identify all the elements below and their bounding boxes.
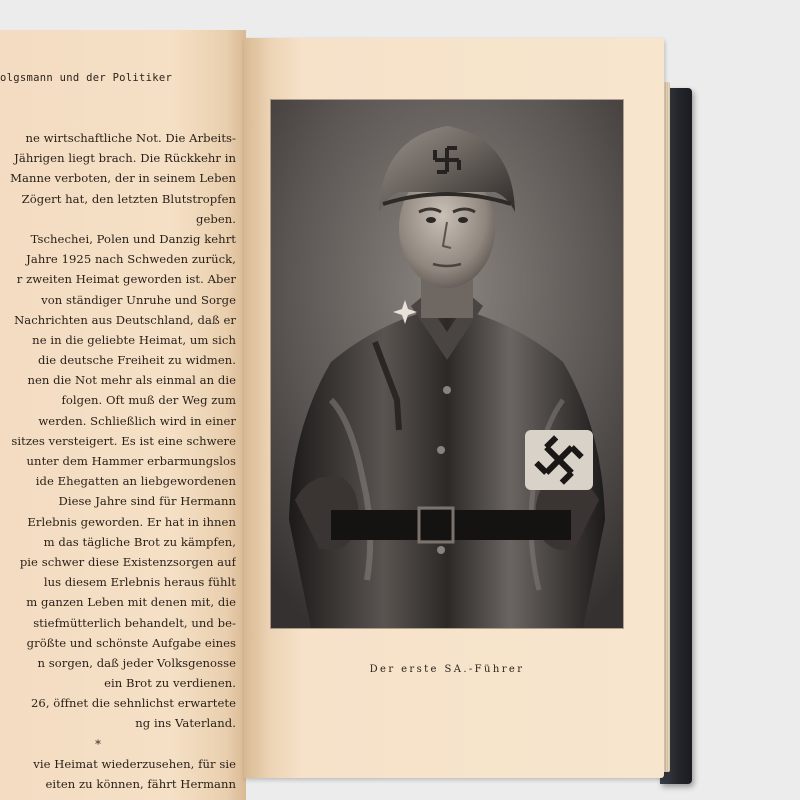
text-line: von ständiger Unruhe und Sorge	[41, 292, 236, 307]
text-line: unter dem Hammer erbarmungslos	[26, 454, 236, 468]
text-line: stiefmütterlich behandelt, und be-	[33, 615, 236, 630]
text-line: m ganzen Leben mit denen mit, die	[26, 595, 236, 610]
text-line: werden. Schließlich wird in einer	[38, 413, 236, 428]
photo-caption: Der erste SA.-Führer	[369, 664, 525, 675]
text-line: pie schwer diese Existenzsorgen auf	[19, 554, 236, 569]
text-line: sitzes versteigert. Es ist eine schwere	[11, 433, 236, 448]
text-line: Tschechei, Polen und Danzig kehrt	[30, 231, 236, 246]
text-line: Jahre 1925 nach Schweden zurück,	[26, 252, 236, 267]
text-line: nen die Not mehr als einmal an die	[27, 373, 236, 388]
text-line: eiten zu können, fährt Hermann	[45, 777, 236, 791]
text-line: Diese Jahre sind für Hermann	[58, 494, 236, 509]
text-line: Erlebnis geworden. Er hat in ihnen	[27, 514, 236, 529]
text-line: Nachrichten aus Deutschland, daß er	[14, 312, 236, 327]
text-line: *	[95, 736, 101, 751]
text-line: Jährigen liegt brach. Die Rückkehr in	[14, 151, 236, 166]
text-line: ein Brot zu verdienen.	[104, 676, 236, 691]
text-line: größte und schönste Aufgabe eines	[26, 635, 236, 650]
text-line: ng ins Vaterland.	[135, 716, 236, 731]
text-line: m das tägliche Brot zu kämpfen,	[43, 534, 236, 549]
body-text	[0, 128, 236, 794]
text-line: ide Ehegatten an liebgewordenen	[35, 474, 236, 489]
text-line: Zögert hat, den letzten Blutstropfen	[21, 191, 236, 206]
text-line: lus diesem Erlebnis heraus fühlt	[43, 575, 236, 590]
portrait-photo	[271, 100, 623, 628]
text-line: vie Heimat wiederzusehen, für sie	[33, 756, 236, 771]
running-head: olgsmann und der Politiker	[0, 72, 173, 84]
text-line: 26, öffnet die sehnlichst erwartete	[30, 696, 236, 711]
text-line: die deutsche Freiheit zu widmen.	[38, 353, 236, 368]
text-line: geben.	[195, 211, 236, 226]
text-line: ne wirtschaftliche Not. Die Arbeits-	[25, 131, 236, 145]
text-line: ne in die geliebte Heimat, um sich	[32, 332, 236, 347]
text-line: Manne verboten, der in seinem Leben	[10, 171, 236, 186]
text-line: n sorgen, daß jeder Volksgenosse	[37, 655, 236, 670]
text-line: r zweiten Heimat geworden ist. Aber	[16, 272, 236, 287]
text-line: folgen. Oft muß der Weg zum	[61, 393, 236, 408]
